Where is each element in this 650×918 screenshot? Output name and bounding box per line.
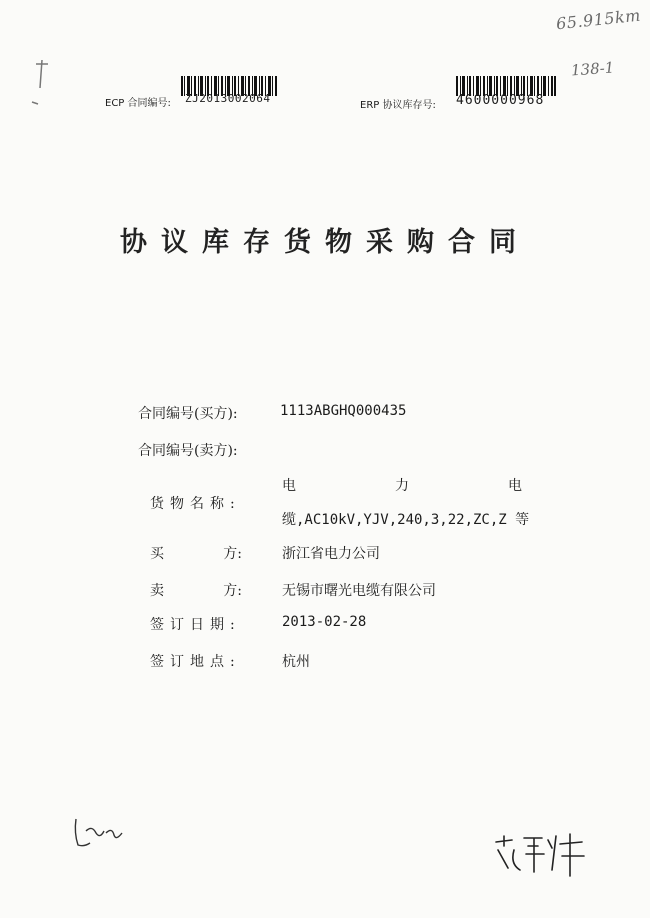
seller-value: 无锡市曙光电缆有限公司: [282, 583, 436, 599]
handwritten-page-number: 138-1: [570, 58, 615, 80]
sign-place-label: 签订地点:: [150, 654, 241, 670]
handwritten-signature-right: [490, 830, 590, 880]
seller-label: [150, 580, 242, 600]
sign-place-value: 杭州: [282, 654, 310, 670]
ecp-number: ZJ2013002064: [185, 92, 271, 105]
goods-name-line2: 缆,AC10kV,YJV,240,3,22,ZC,Z 等: [282, 512, 530, 528]
buyer-label: [150, 543, 242, 563]
handwritten-distance-note: 65.915km: [555, 5, 642, 34]
contract-number-buyer-value: 1113ABGHQ000435: [280, 403, 407, 419]
contract-number-buyer-label: 合同编号(买方):: [138, 406, 238, 422]
erp-label: ERP 协议库存号:: [360, 100, 436, 111]
goods-name-label: 货物名称:: [150, 496, 241, 512]
seller-label-char: 方:: [223, 583, 242, 599]
goods-char: 电: [282, 478, 296, 494]
goods-char: 力: [395, 478, 409, 494]
seller-label-char: 卖: [150, 583, 164, 599]
buyer-value: 浙江省电力公司: [282, 546, 380, 562]
buyer-label-char: 买: [150, 546, 164, 562]
ecp-label: ECP 合同编号:: [105, 98, 171, 109]
corner-mark: [28, 58, 54, 108]
sign-date-label: 签订日期:: [150, 617, 241, 633]
erp-number: 4600000968: [456, 93, 545, 108]
document-title: 协议库存货物采购合同: [120, 227, 530, 258]
handwritten-signature-left: [70, 815, 130, 851]
goods-char: 电: [508, 478, 522, 494]
sign-date-value: 2013-02-28: [282, 614, 367, 630]
buyer-label-char: 方:: [223, 546, 242, 562]
contract-number-seller-label: 合同编号(卖方):: [138, 443, 238, 459]
goods-name-line1: [282, 475, 522, 495]
